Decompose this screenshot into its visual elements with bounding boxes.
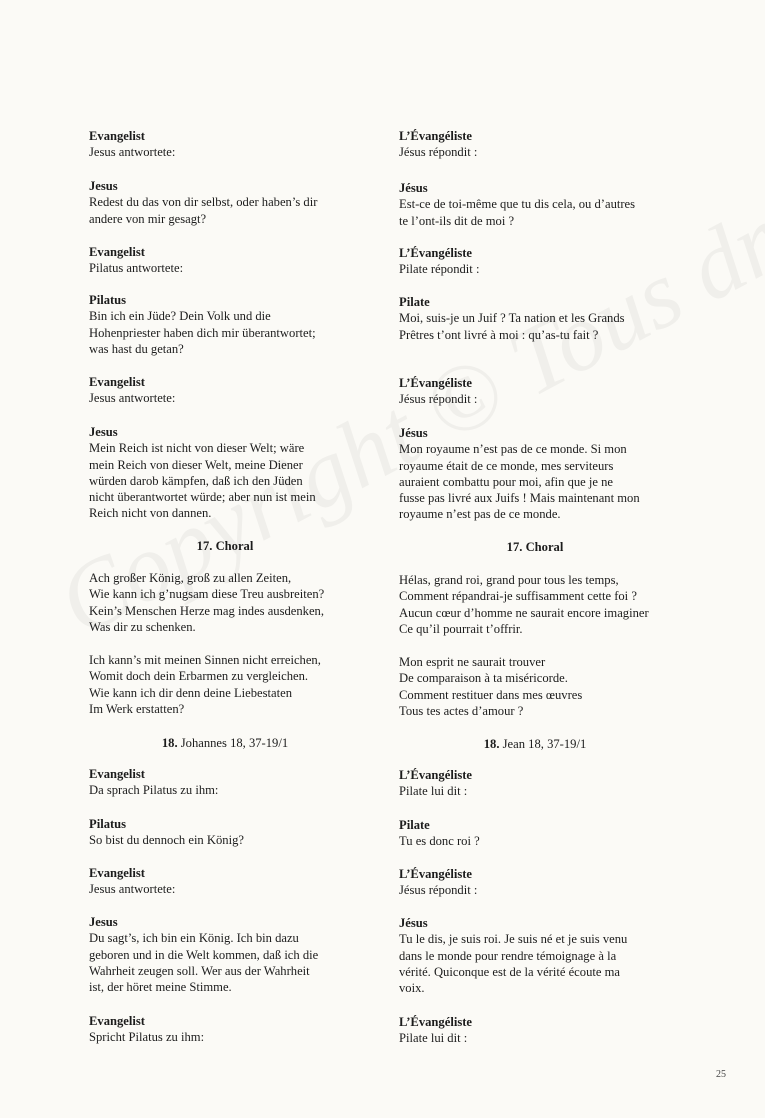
speech-block (89, 128, 361, 161)
section-title: Jean 18, 37-19/1 (502, 737, 587, 751)
speech-block (89, 1013, 361, 1046)
verse-line: Wie kann ich g’nugsam diese Treu ausbreiten? (89, 587, 325, 602)
text-line: So bist du dennoch ein König? (89, 833, 244, 848)
speaker-name: L’Évangéliste (399, 246, 473, 260)
speech-block (399, 767, 671, 800)
text-line: Tu es donc roi ? (399, 834, 480, 849)
speaker-name: Evangelist (89, 245, 145, 259)
verse-line: Mon esprit ne saurait trouver (399, 655, 546, 669)
section-title: Choral (525, 540, 564, 554)
text-line: royaume était de ce monde, mes serviteurs (399, 458, 614, 473)
text-line: geboren und in die Welt kommen, daß ich die (89, 947, 319, 962)
speaker-name: Pilate (399, 295, 430, 309)
section-title: Choral (215, 539, 254, 553)
section-number: 18. (483, 737, 500, 751)
speaker-name: Evangelist (89, 866, 145, 880)
text-line: Da sprach Pilatus zu ihm: (89, 783, 219, 798)
speech-block (89, 914, 361, 995)
speech-block (89, 865, 361, 898)
text-line: auraient combattu pour moi, afin que je ne (399, 474, 614, 489)
verse-line: Aucun cœur d’homme ne saurait encore imaginer (399, 605, 649, 620)
speaker-name: L’Évangéliste (399, 376, 473, 390)
speech-block (89, 244, 361, 277)
section-title: Johannes 18, 37-19/1 (180, 736, 289, 750)
text-line: würden darob kämpfen, daß ich den Jüden (89, 473, 303, 488)
speaker-name: L’Évangéliste (399, 768, 473, 782)
text-line: Pilate répondit : (399, 262, 480, 277)
speaker-name: Evangelist (89, 767, 145, 781)
speaker-name: Jésus (399, 426, 428, 440)
verse-line: Hélas, grand roi, grand pour tous les temps, (399, 573, 619, 587)
text-line: Jesus antwortete: (89, 882, 176, 897)
page-number: 25 (716, 1069, 726, 1080)
verse-line: De comparaison à ta miséricorde. (399, 671, 568, 686)
section-heading (399, 736, 671, 752)
text-line: Jésus répondit : (399, 392, 478, 407)
chorale-stanza (89, 652, 361, 717)
text-line: Jésus répondit : (399, 145, 478, 160)
verse-line: Ich kann’s mit meinen Sinnen nicht erreichen, (89, 653, 321, 667)
chorale-stanza (399, 572, 671, 637)
speaker-name: Evangelist (89, 375, 145, 389)
verse-line: Tous tes actes d’amour ? (399, 703, 524, 718)
chorale-stanza (399, 654, 671, 719)
speaker-name: Jesus (89, 179, 118, 193)
speech-block (89, 816, 361, 849)
speech-block (89, 766, 361, 799)
chorale-stanza (89, 570, 361, 635)
text-line: Tu le dis, je suis roi. Je suis né et je suis venu (399, 932, 628, 947)
verse-line: Wie kann ich dir denn deine Liebestaten (89, 685, 293, 700)
verse-line: Was dir zu schenken. (89, 619, 196, 634)
text-line: Spricht Pilatus zu ihm: (89, 1030, 205, 1045)
text-line: Jésus répondit : (399, 883, 478, 898)
text-line: ist, der höret meine Stimme. (89, 980, 232, 995)
text-line: Redest du das von dir selbst, oder haben’s dir (89, 195, 318, 210)
text-line: Hohenpriester haben dich mir überantwortet; (89, 325, 316, 340)
text-line: was hast du getan? (89, 341, 184, 356)
verse-line: Comment répandrai-je suffisamment cette foi ? (399, 589, 637, 604)
speech-block (89, 178, 361, 227)
speaker-name: L’Évangéliste (399, 129, 473, 143)
text-line: Pilate lui dit : (399, 784, 468, 799)
text-line: Est-ce de toi-même que tu dis cela, ou d’autres (399, 197, 636, 212)
text-line: fusse pas livré aux Juifs ! Mais maintenant mon (399, 491, 640, 506)
speaker-name: L’Évangéliste (399, 1015, 473, 1029)
verse-line: Ce qu’il pourrait t’offrir. (399, 621, 523, 636)
text-line: Reich nicht von dannen. (89, 506, 212, 521)
speech-block (89, 292, 361, 357)
speaker-name: Jésus (399, 916, 428, 930)
speaker-name: Pilatus (89, 817, 127, 831)
speaker-name: Evangelist (89, 129, 145, 143)
speech-block (89, 374, 361, 407)
text-line: nicht überantwortet würde; aber nun ist mein (89, 490, 316, 505)
section-number: 18. (161, 736, 178, 750)
text-line: Jesus antwortete: (89, 145, 176, 160)
text-line: royaume n’est pas de ce monde. (399, 507, 561, 522)
text-line: vérité. Quiconque est de la vérité écoute ma (399, 964, 620, 979)
section-number: 17. (196, 539, 213, 553)
speaker-name: Evangelist (89, 1014, 145, 1028)
text-line: Du sagt’s, ich bin ein König. Ich bin dazu (89, 931, 299, 946)
speech-block (399, 245, 671, 278)
speech-block (399, 1014, 671, 1047)
verse-line: Comment restituer dans mes œuvres (399, 687, 583, 702)
verse-line: Kein’s Menschen Herze mag indes ausdenken, (89, 603, 325, 618)
section-heading (399, 539, 671, 555)
speech-block (399, 866, 671, 899)
verse-line: Ach großer König, groß zu allen Zeiten, (89, 571, 292, 585)
speech-block (399, 375, 671, 408)
speaker-name: Pilatus (89, 293, 127, 307)
text-line: dans le monde pour rendre témoignage à la (399, 948, 617, 963)
speaker-name: Jesus (89, 915, 118, 929)
speech-block (399, 915, 671, 996)
text-line: mein Reich von dieser Welt, meine Diener (89, 457, 303, 472)
speaker-name: Pilate (399, 818, 430, 832)
text-line: Pilatus antwortete: (89, 261, 184, 276)
speech-block (89, 424, 361, 522)
verse-line: Womit doch dein Erbarmen zu vergleichen. (89, 669, 309, 684)
verse-line: Im Werk erstatten? (89, 701, 185, 716)
speaker-name: Jésus (399, 181, 428, 195)
speech-block (399, 425, 671, 523)
text-line: voix. (399, 981, 425, 996)
speech-block (399, 180, 671, 229)
speech-block (399, 128, 671, 161)
text-line: Mein Reich ist nicht von dieser Welt; wäre (89, 441, 305, 456)
speech-block (399, 294, 671, 343)
speaker-name: Jesus (89, 425, 118, 439)
text-line: te l’ont-ils dit de moi ? (399, 213, 515, 228)
section-heading (89, 735, 361, 751)
text-line: Pilate lui dit : (399, 1031, 468, 1046)
text-line: Prêtres t’ont livré à moi : qu’as-tu fait ? (399, 327, 599, 342)
text-line: Wahrheit zeugen soll. Wer aus der Wahrheit (89, 963, 310, 978)
section-number: 17. (506, 540, 523, 554)
text-line: Moi, suis-je un Juif ? Ta nation et les Grands (399, 311, 625, 326)
text-line: Bin ich ein Jüde? Dein Volk und die (89, 309, 271, 324)
speech-block (399, 817, 671, 850)
text-line: Jesus antwortete: (89, 391, 176, 406)
section-heading (89, 538, 361, 554)
text-line: Mon royaume n’est pas de ce monde. Si mon (399, 442, 627, 457)
text-line: andere von mir gesagt? (89, 211, 207, 226)
speaker-name: L’Évangéliste (399, 867, 473, 881)
